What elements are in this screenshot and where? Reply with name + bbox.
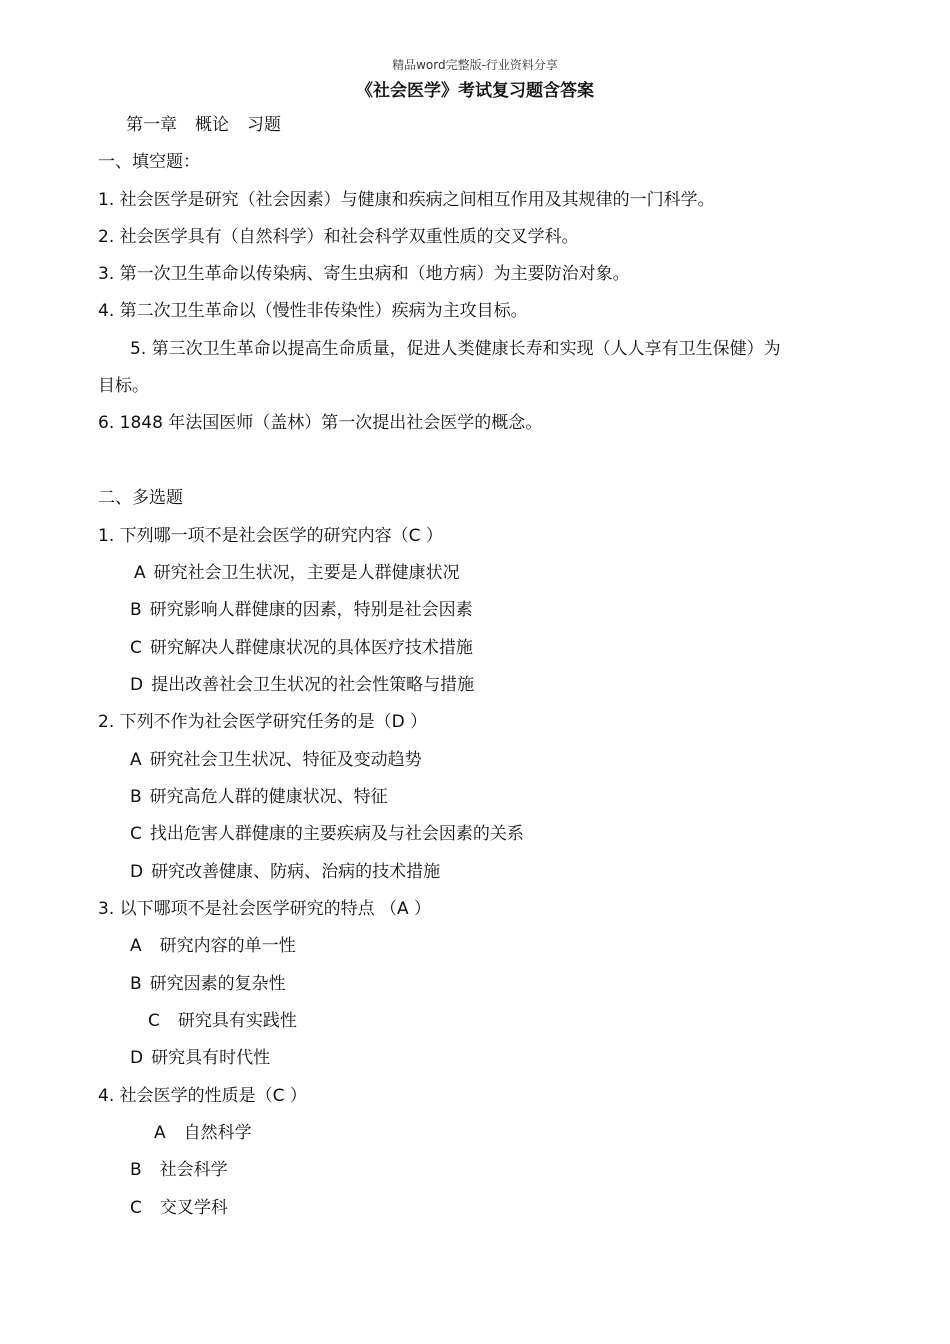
question-stem: 1. 下列哪一项不是社会医学的研究内容（C ） <box>98 526 443 546</box>
question-stem: 3. 以下哪项不是社会医学研究的特点 （A ） <box>98 899 432 919</box>
option-letter: B <box>130 600 142 620</box>
option-text: 研究社会卫生状况，主要是人群健康状况 <box>153 563 460 583</box>
option-text: 研究影响人群健康的因素，特别是社会因素 <box>149 600 473 620</box>
document-title: 《社会医学》考试复习题含答案 <box>356 81 594 101</box>
option-c <box>130 823 524 845</box>
question-stem: 4. 社会医学的性质是（C ） <box>98 1086 307 1106</box>
fill-item: 6. 1848 年法国医师（盖林）第一次提出社会医学的概念。 <box>98 413 543 433</box>
option-letter: C <box>130 1198 142 1218</box>
option-a <box>130 935 296 957</box>
fill-item: 5. 第三次卫生革命以提高生命质量，促进人类健康长寿和实现（人人享有卫生保健）为 <box>130 339 781 359</box>
question-stem: 2. 下列不作为社会医学研究任务的是（D ） <box>98 712 428 732</box>
option-text: 研究解决人群健康状况的具体医疗技术措施 <box>149 638 473 658</box>
option-d <box>130 861 440 883</box>
option-letter: D <box>130 1048 144 1068</box>
fill-item: 3. 第一次卫生革命以传染病、寄生虫病和（地方病）为主要防治对象。 <box>98 264 630 284</box>
option-c <box>130 637 473 659</box>
option-letter: C <box>130 638 142 658</box>
option-letter: C <box>130 824 142 844</box>
option-letter: D <box>130 675 144 695</box>
chapter-label: 第一章 <box>126 115 177 135</box>
option-text: 研究高危人群的健康状况、特征 <box>149 787 388 807</box>
fill-item-continued: 目标。 <box>98 376 149 396</box>
chapter-sub: 习题 <box>247 115 281 135</box>
fill-item: 1. 社会医学是研究（社会因素）与健康和疾病之间相互作用及其规律的一门科学。 <box>98 190 715 210</box>
chapter-heading <box>126 114 299 136</box>
option-text: 研究改善健康、防病、治病的技术措施 <box>151 862 441 882</box>
option-letter: A <box>134 563 146 583</box>
option-b <box>130 599 473 621</box>
option-text: 找出危害人群健康的主要疾病及与社会因素的关系 <box>149 824 524 844</box>
fill-item: 4. 第二次卫生革命以（慢性非传染性）疾病为主攻目标。 <box>98 301 528 321</box>
option-c <box>148 1010 297 1032</box>
option-text: 自然科学 <box>183 1123 252 1143</box>
option-b <box>130 786 388 808</box>
option-letter: A <box>154 1123 166 1143</box>
option-a <box>154 1122 252 1144</box>
option-letter: C <box>148 1011 160 1031</box>
option-b <box>130 1159 228 1181</box>
option-letter: B <box>130 974 142 994</box>
section-heading: 二、多选题 <box>98 488 183 508</box>
option-letter: A <box>130 936 142 956</box>
option-d <box>130 1047 270 1069</box>
option-text: 研究内容的单一性 <box>159 936 296 956</box>
fill-item: 2. 社会医学具有（自然科学）和社会科学双重性质的交叉学科。 <box>98 227 579 247</box>
option-text: 提出改善社会卫生状况的社会性策略与措施 <box>151 675 475 695</box>
option-text: 研究因素的复杂性 <box>149 974 286 994</box>
option-b <box>130 973 286 995</box>
option-text: 社会科学 <box>159 1160 228 1180</box>
option-text: 研究具有实践性 <box>177 1011 297 1031</box>
option-text: 研究社会卫生状况、特征及变动趋势 <box>149 750 422 770</box>
chapter-name: 概论 <box>195 115 229 135</box>
option-letter: D <box>130 862 144 882</box>
option-letter: A <box>130 750 142 770</box>
option-d <box>130 674 474 696</box>
page-header: 精品word完整版-行业资料分享 <box>392 58 558 72</box>
option-a <box>130 749 422 771</box>
option-text: 交叉学科 <box>159 1198 228 1218</box>
option-c <box>130 1197 228 1219</box>
option-letter: B <box>130 787 142 807</box>
option-text: 研究具有时代性 <box>151 1048 271 1068</box>
section-heading: 一、填空题： <box>98 152 200 172</box>
option-letter: B <box>130 1160 142 1180</box>
option-a <box>134 562 460 584</box>
